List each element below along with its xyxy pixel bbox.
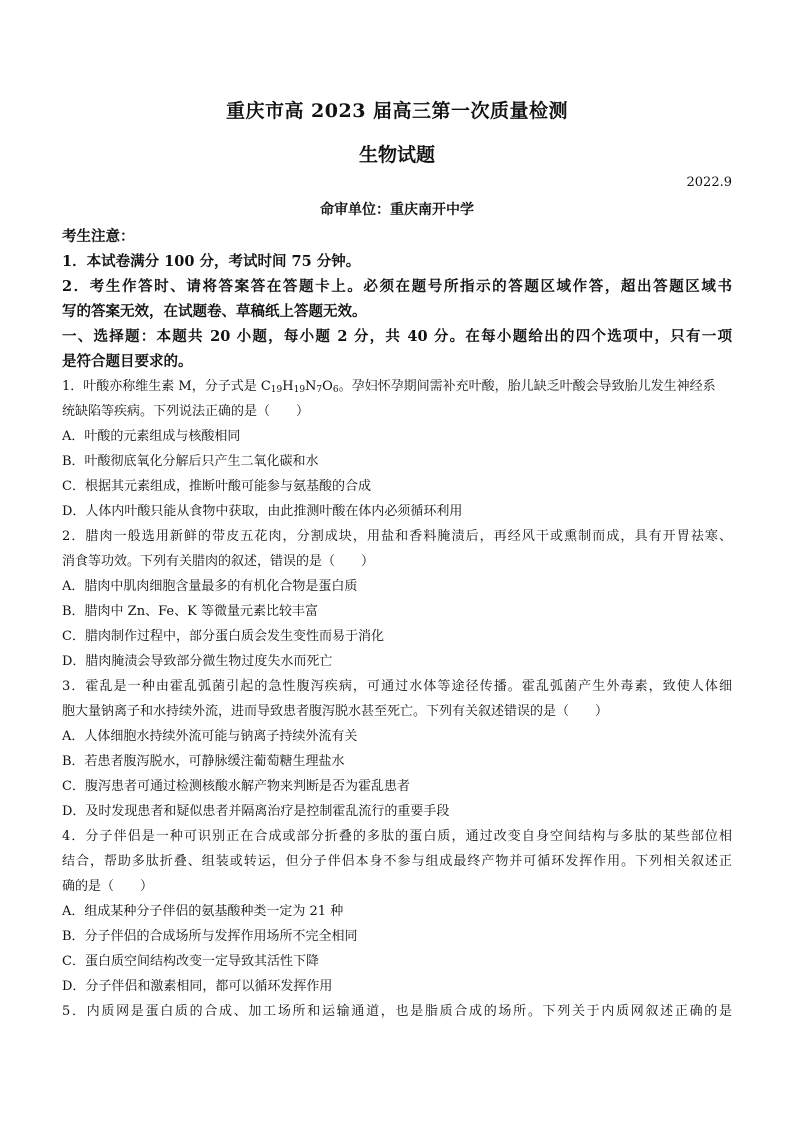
question-1-stem-line-1 xyxy=(62,374,732,399)
question-1-option-d: D．人体内叶酸只能从食物中获取，由此推测叶酸在体内必须循环利用 xyxy=(62,504,463,519)
question-1-option-b: B．叶酸彻底氧化分解后只产生二氧化碳和水 xyxy=(62,454,319,469)
exam-content xyxy=(62,224,732,1024)
notice-item-2-line-2: 写的答案无效，在试题卷、草稿纸上答题无效。 xyxy=(62,303,367,320)
question-5-stem-line-1: 5．内质网是蛋白质的合成、加工场所和运输通道，也是脂质合成的场所。下列关于内质网叙述正确的是 xyxy=(62,1004,732,1019)
q1-stem-b: 。孕妇怀孕期间需补充叶酸，胎儿缺乏叶酸会导致胎儿发生神经系 xyxy=(338,379,716,394)
question-3-option-a: A．人体细胞水持续外流可能与钠离子持续外流有关 xyxy=(62,729,358,744)
question-3-option-b: B．若患者腹泻脱水，可静脉缓注葡萄糖生理盐水 xyxy=(62,754,345,769)
question-4-stem-line-3: 确的是（ ） xyxy=(62,879,154,894)
question-2-option-a: A．腊肉中肌肉细胞含量最多的有机化合物是蛋白质 xyxy=(62,579,358,594)
question-4-option-d: D．分子伴侣和激素相同，都可以循环发挥作用 xyxy=(62,979,333,994)
author-unit: 命审单位：重庆南开中学 xyxy=(320,202,474,218)
question-4-stem-line-1: 4．分子伴侣是一种可识别正在合成或部分折叠的多肽的蛋白质，通过改变自身空间结构与多肽的某些部位相 xyxy=(62,829,732,844)
notice-item-2-line-1: 2．考生作答时、请将答案答在答题卡上。必须在题号所指示的答题区域作答，超出答题区域书 xyxy=(62,278,732,295)
q1-sub-n: 7 xyxy=(316,385,323,395)
question-1-stem-line-2: 统缺陷等疾病。下列说法正确的是（ ） xyxy=(62,404,310,419)
q1-stem-a: 1．叶酸亦称维生素 M，分子式是 C xyxy=(62,379,271,394)
question-4-option-c: C．蛋白质空间结构改变一定导致其活性下降 xyxy=(62,954,319,969)
question-3-stem-line-2: 胞大量钠离子和水持续外流，进而导致患者腹泻脱水甚至死亡。下列有关叙述错误的是（ ） xyxy=(62,704,609,719)
question-1-option-a: A．叶酸的元素组成与核酸相同 xyxy=(62,429,241,444)
question-1-option-c: C．根据其元素组成，推断叶酸可能参与氨基酸的合成 xyxy=(62,479,371,494)
question-2-stem-line-1: 2．腊肉一般选用新鲜的带皮五花肉，分割成块，用盐和香料腌渍后，再经风干或熏制而成，具有开胃祛寒、 xyxy=(62,529,732,544)
section-heading-line-1: 一、选择题：本题共 20 小题，每小题 2 分，共 40 分。在每小题给出的四个选项中，只有一项 xyxy=(62,328,732,345)
question-4-option-a: A．组成某种分子伴侣的氨基酸种类一定为 21 种 xyxy=(62,904,344,919)
question-4-stem-line-2: 结合，帮助多肽折叠、组装或转运，但分子伴侣本身不参与组成最终产物并可循环发挥作用。下列相关叙述正 xyxy=(62,854,732,869)
q1-stem-h: H xyxy=(282,379,294,394)
question-2-option-b: B．腊肉中 Zn、Fe、K 等微量元素比较丰富 xyxy=(62,604,318,619)
section-heading-line-2: 是符合题目要求的。 xyxy=(62,353,193,370)
q1-sub-h: 19 xyxy=(293,385,306,395)
question-2-stem-line-2: 消食等功效。下列有关腊肉的叙述，错误的是（ ） xyxy=(62,554,375,569)
q1-stem-n: N xyxy=(305,379,317,394)
question-3-option-c: C．腹泻患者可通过检测核酸水解产物来判断是否为霍乱患者 xyxy=(62,779,410,794)
question-2-option-c: C．腊肉制作过程中，部分蛋白质会发生变性而易于消化 xyxy=(62,629,384,644)
exam-date: 2022.9 xyxy=(686,175,732,190)
subject-title: 生物试题 xyxy=(358,144,435,166)
q1-stem-o: O xyxy=(322,379,333,394)
question-2-option-d: D．腊肉腌渍会导致部分微生物过度失水而死亡 xyxy=(62,654,333,669)
q1-sub-c: 19 xyxy=(270,385,283,395)
q1-sub-o: 6 xyxy=(332,385,339,395)
question-4-option-b: B．分子伴侣的合成场所与发挥作用场所不完全相同 xyxy=(62,929,358,944)
notice-heading: 考生注意： xyxy=(62,228,135,245)
notice-item-1: 1．本试卷满分 100 分，考试时间 75 分钟。 xyxy=(62,253,361,270)
exam-title: 重庆市高 2023 届高三第一次质量检测 xyxy=(225,100,569,122)
question-3-stem-line-1: 3．霍乱是一种由霍乱弧菌引起的急性腹泻疾病，可通过水体等途径传播。霍乱弧菌产生外毒素，致使人体细 xyxy=(62,679,732,694)
question-3-option-d: D．及时发现患者和疑似患者并隔离治疗是控制霍乱流行的重要手段 xyxy=(62,804,450,819)
